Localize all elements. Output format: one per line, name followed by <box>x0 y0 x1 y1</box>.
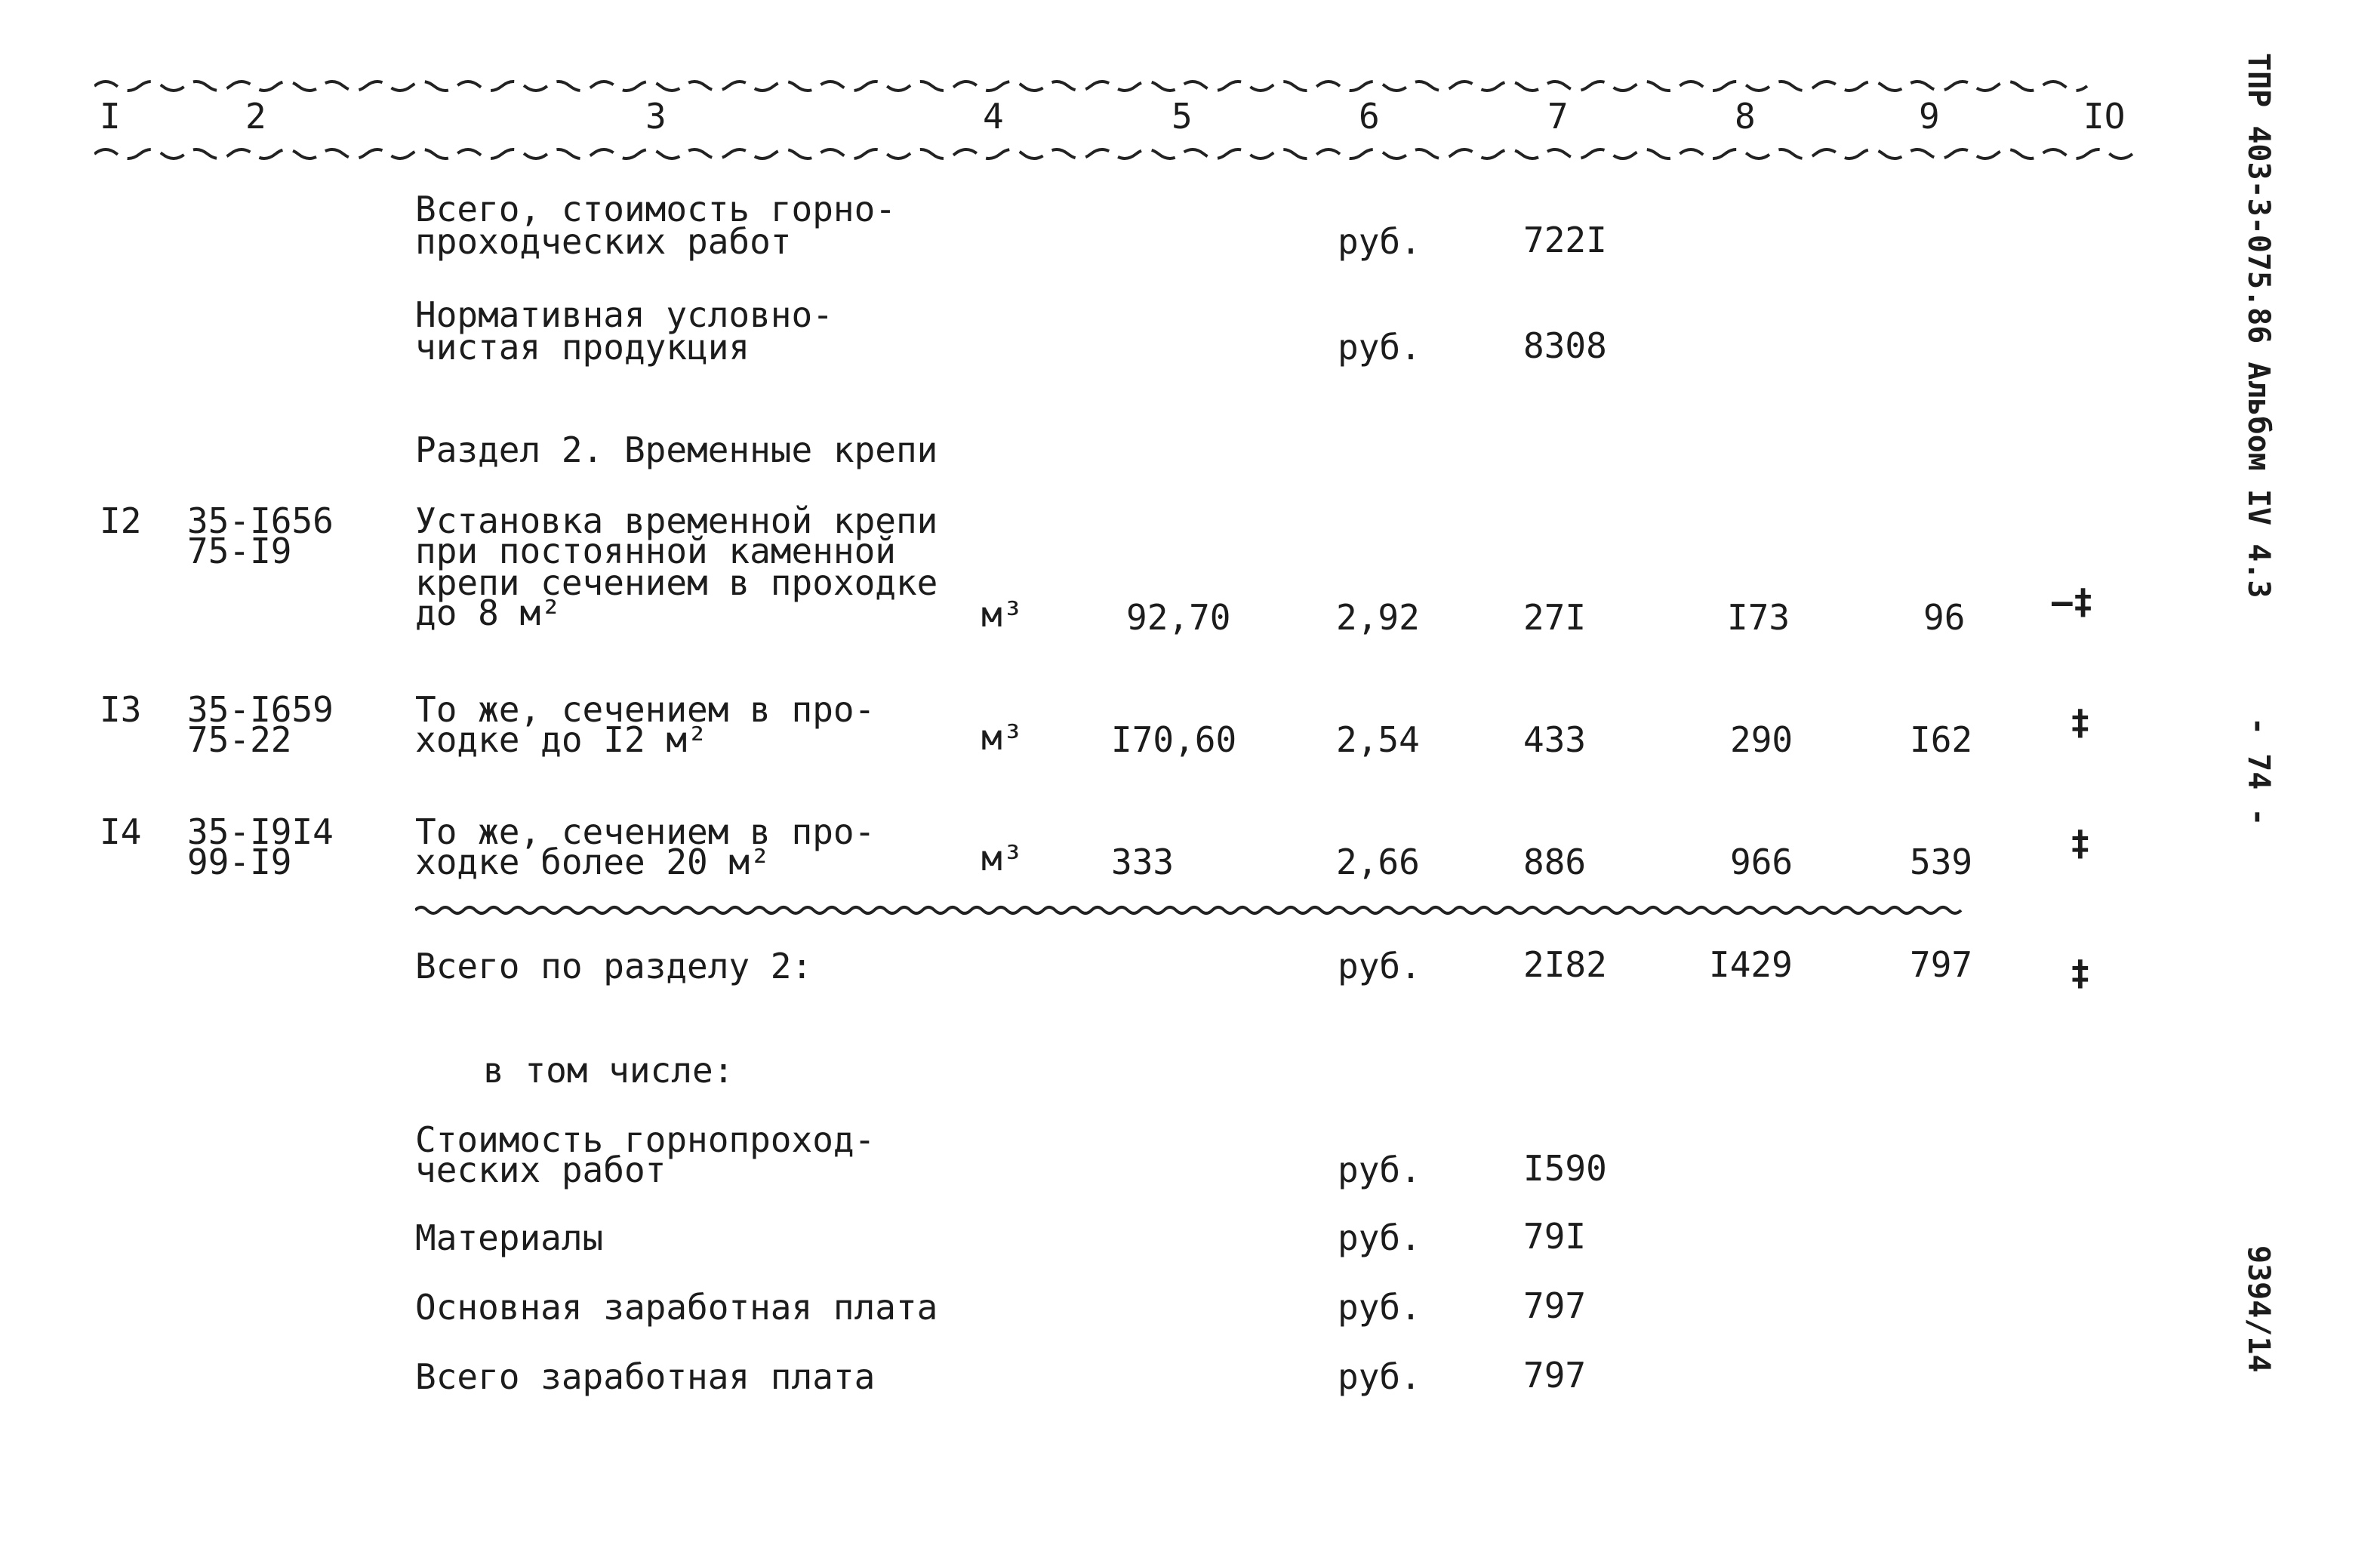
breakdown-basic-wage-value: 797 <box>1523 1285 1587 1326</box>
col-header-4: 4 <box>983 96 1004 137</box>
section-total-col9: 797 <box>1910 944 1973 985</box>
breakdown-total-wage-value: 797 <box>1523 1355 1587 1396</box>
header-bottom-rule <box>94 145 2178 163</box>
col-header-1: I <box>100 96 121 137</box>
normative-label-2: чистая продукция <box>415 327 750 368</box>
row-13-code1: 35-I659 <box>187 689 334 730</box>
breakdown-total-wage-unit: руб. <box>1338 1356 1421 1397</box>
including-label: в том числе: <box>483 1050 734 1091</box>
col-header-8: 8 <box>1735 96 1756 137</box>
total-mining-label-1: Всего, стоимость горно- <box>415 189 896 229</box>
row-12-mark: —‡ <box>2052 581 2094 622</box>
side-page-number: - 74 - <box>2241 717 2276 826</box>
section-total-col8: I429 <box>1709 944 1793 985</box>
section-title: Раздел 2. Временные крепи <box>415 429 938 470</box>
row-14-desc-1: То же, сечением в про- <box>415 811 876 852</box>
section-total-label: Всего по разделу 2: <box>415 946 813 986</box>
row-12-price: 2,92 <box>1336 597 1420 638</box>
row-12-code2: 75-I9 <box>187 531 292 571</box>
row-12-num: I2 <box>100 500 142 541</box>
col-header-9: 9 <box>1919 96 1940 137</box>
col-header-6: 6 <box>1359 96 1380 137</box>
row-13-num: I3 <box>100 689 142 730</box>
row-12-desc-1: Установка временной крепи <box>415 500 938 541</box>
total-mining-unit: руб. <box>1338 221 1421 262</box>
normative-unit: руб. <box>1338 327 1421 368</box>
normative-label-1: Нормативная условно- <box>415 294 833 335</box>
row-12-desc-4: до 8 м² <box>415 592 562 633</box>
row-14-code1: 35-I9I4 <box>187 811 334 852</box>
row-12-col8: I73 <box>1727 597 1790 638</box>
breakdown-total-wage-label: Всего заработная плата <box>415 1356 876 1397</box>
breakdown-materials-label: Материалы <box>415 1217 604 1258</box>
breakdown-materials-unit: руб. <box>1338 1217 1421 1258</box>
section-total-mark: ‡ <box>2070 953 2091 993</box>
breakdown-basic-wage-label: Основная заработная плата <box>415 1287 938 1328</box>
row-13-desc-2: ходке до I2 м² <box>415 719 708 760</box>
row-14-code2: 99-I9 <box>187 842 292 882</box>
side-inventory-number: 9394/14 <box>2241 1245 2276 1373</box>
col-header-7: 7 <box>1547 96 1569 137</box>
total-mining-value: 722I <box>1523 220 1607 260</box>
col-header-10: IO <box>2083 96 2126 137</box>
side-doc-code: ТПР 403-3-075.86 Альбом IV 4.3 <box>2241 53 2276 599</box>
row-14-cost: 886 <box>1523 842 1587 882</box>
col-header-2: 2 <box>245 96 266 137</box>
row-12-desc-3: крепи сечением в проходке <box>415 562 938 603</box>
header-top-rule <box>94 75 2178 94</box>
col-header-5: 5 <box>1172 96 1193 137</box>
row-13-qty: I70,60 <box>1111 719 1237 760</box>
breakdown-mining-unit: руб. <box>1338 1150 1421 1190</box>
section-total-cost: 2I82 <box>1523 944 1607 985</box>
row-12-col9: 96 <box>1923 597 1966 638</box>
row-12-cost: 27I <box>1523 597 1587 638</box>
breakdown-mining-label-1: Стоимость горнопроход- <box>415 1119 876 1160</box>
row-12-code1: 35-I656 <box>187 500 334 541</box>
breakdown-mining-value: I590 <box>1523 1148 1607 1189</box>
row-13-col9: I62 <box>1910 719 1973 760</box>
row-14-unit: м³ <box>981 838 1024 879</box>
row-13-cost: 433 <box>1523 719 1587 760</box>
row-14-qty: 333 <box>1111 842 1175 882</box>
section-total-unit: руб. <box>1338 946 1421 986</box>
row-14-mark: ‡ <box>2070 823 2091 863</box>
row-13-price: 2,54 <box>1336 719 1420 760</box>
breakdown-materials-value: 79I <box>1523 1216 1587 1257</box>
section-divider <box>415 903 2166 918</box>
row-12-unit: м³ <box>981 594 1024 635</box>
row-14-desc-2: ходке более 20 м² <box>415 842 771 882</box>
total-mining-label-2: проходческих работ <box>415 221 792 262</box>
row-14-price: 2,66 <box>1336 842 1420 882</box>
row-13-code2: 75-22 <box>187 719 292 760</box>
row-12-desc-2: при постоянной каменной <box>415 531 896 571</box>
row-14-col9: 539 <box>1910 842 1973 882</box>
row-14-col8: 966 <box>1730 842 1793 882</box>
normative-value: 8308 <box>1523 325 1607 366</box>
row-12-qty: 92,70 <box>1126 597 1231 638</box>
row-13-col8: 290 <box>1730 719 1793 760</box>
row-13-mark: ‡ <box>2070 702 2091 743</box>
row-13-desc-1: То же, сечением в про- <box>415 689 876 730</box>
row-14-num: I4 <box>100 811 142 852</box>
breakdown-basic-wage-unit: руб. <box>1338 1287 1421 1328</box>
row-13-unit: м³ <box>981 717 1024 758</box>
breakdown-mining-label-2: ческих работ <box>415 1150 667 1190</box>
col-header-3: 3 <box>645 96 667 137</box>
